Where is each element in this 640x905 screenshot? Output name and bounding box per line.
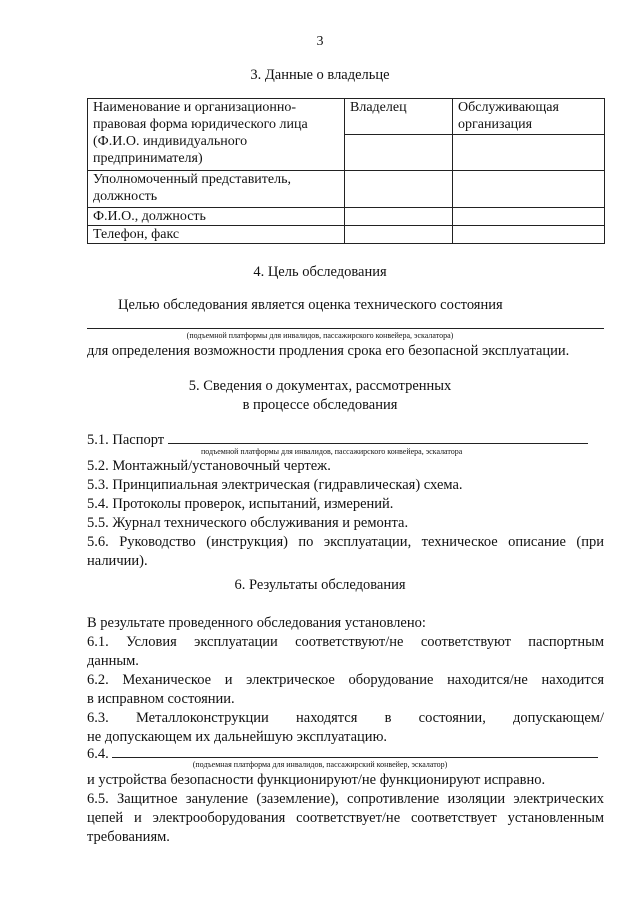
section-4-text-2: для определения возможности продления срока его безопасной эксплуатации. — [87, 343, 570, 359]
paragraph-6-4-label: 6.4. — [87, 746, 109, 762]
section-5-title-line-1: 5. Сведения о документах, рассмотренных — [188, 378, 452, 394]
paragraph-6-1-line-2: данным. — [87, 653, 139, 669]
section-4-caption: (подъемной платформы для инвалидов, пассажирского конвейера, эскалатора) — [186, 331, 454, 340]
table-header-cell-owner: Владелец — [345, 99, 453, 135]
table-cell-empty — [453, 171, 605, 208]
paragraph-6-5-line-3: требованиям. — [87, 829, 170, 845]
table-cell-empty — [345, 226, 453, 244]
fill-line — [112, 744, 598, 758]
list-item: 5.5. Журнал технического обслуживания и ремонта. — [87, 515, 409, 531]
table-cell-empty — [345, 171, 453, 208]
section-4-title: 4. Цель обследования — [253, 264, 387, 280]
owner-data-table — [87, 98, 605, 244]
section-3-title: 3. Данные о владельце — [250, 67, 390, 83]
paragraph-6-2-line-2: в исправном состоянии. — [87, 691, 235, 707]
table-cell-empty — [453, 208, 605, 226]
paragraph-6-5-line-1: 6.5. Защитное зануление (заземление), сопротивление изоляции электрических — [87, 791, 604, 807]
table-cell-empty — [345, 208, 453, 226]
table-row — [88, 208, 605, 226]
table-cell-service-empty — [453, 135, 605, 171]
paragraph-6-4-line-2: и устройства безопасности функционируют/не функционируют исправно. — [87, 772, 546, 788]
list-item-continuation: наличии). — [87, 553, 148, 569]
section-5-title-line-2: в процессе обследования — [242, 397, 398, 413]
table-row — [88, 171, 605, 208]
paragraph-6-3-line-1: 6.3. Металлоконструкции находятся в состоянии, допускающем/ — [87, 710, 604, 726]
section-6-intro: В результате проведенного обследования установлено: — [87, 615, 426, 631]
table-cell-owner-empty — [345, 135, 453, 171]
table-cell-empty — [453, 226, 605, 244]
section-5-item-1-caption: подъемной платформы для инвалидов, пассажирского конвейера, эскалатора — [201, 447, 463, 456]
list-item: 5.2. Монтажный/установочный чертеж. — [87, 458, 331, 474]
item-5-1-label: 5.1. Паспорт — [87, 432, 165, 448]
list-item: 5.3. Принципиальная электрическая (гидравлическая) схема. — [87, 477, 463, 493]
table-header-cell-name: Наименование и организационно-правовая форма юридического лица (Ф.И.О. индивидуального предпринимателя) — [88, 99, 345, 171]
table-row-label: Телефон, факс — [88, 226, 345, 244]
table-header-cell-service-org: Обслуживающая организация — [453, 99, 605, 135]
list-item: 5.6. Руководство (инструкция) по эксплуатации, техническое описание (при — [87, 534, 604, 550]
section-4-text-1: Целью обследования является оценка технического состояния — [118, 297, 503, 313]
table-row — [88, 226, 605, 244]
paragraph-6-4-caption: (подъемная платформа для инвалидов, пассажирский конвейер, эскалатор) — [192, 760, 448, 769]
page-number: 3 — [316, 34, 324, 49]
section-6-title: 6. Результаты обследования — [234, 577, 406, 593]
table-row-label: Ф.И.О., должность — [88, 208, 345, 226]
paragraph-6-3-line-2: не допускающем их дальнейшую эксплуатацию. — [87, 729, 388, 745]
fill-line — [168, 430, 588, 444]
fill-line — [87, 328, 604, 329]
paragraph-6-2-line-1: 6.2. Механическое и электрическое оборудование находится/не находится — [87, 672, 604, 688]
paragraph-6-5-line-2: цепей и электрооборудования соответствует/не соответствует установленным — [87, 810, 604, 826]
paragraph-6-1-line-1: 6.1. Условия эксплуатации соответствуют/не соответствуют паспортным — [87, 634, 604, 650]
table-header-row — [88, 99, 605, 135]
list-item: 5.4. Протоколы проверок, испытаний, измерений. — [87, 496, 394, 512]
table-row-label: Уполномоченный представитель, должность — [88, 171, 345, 208]
